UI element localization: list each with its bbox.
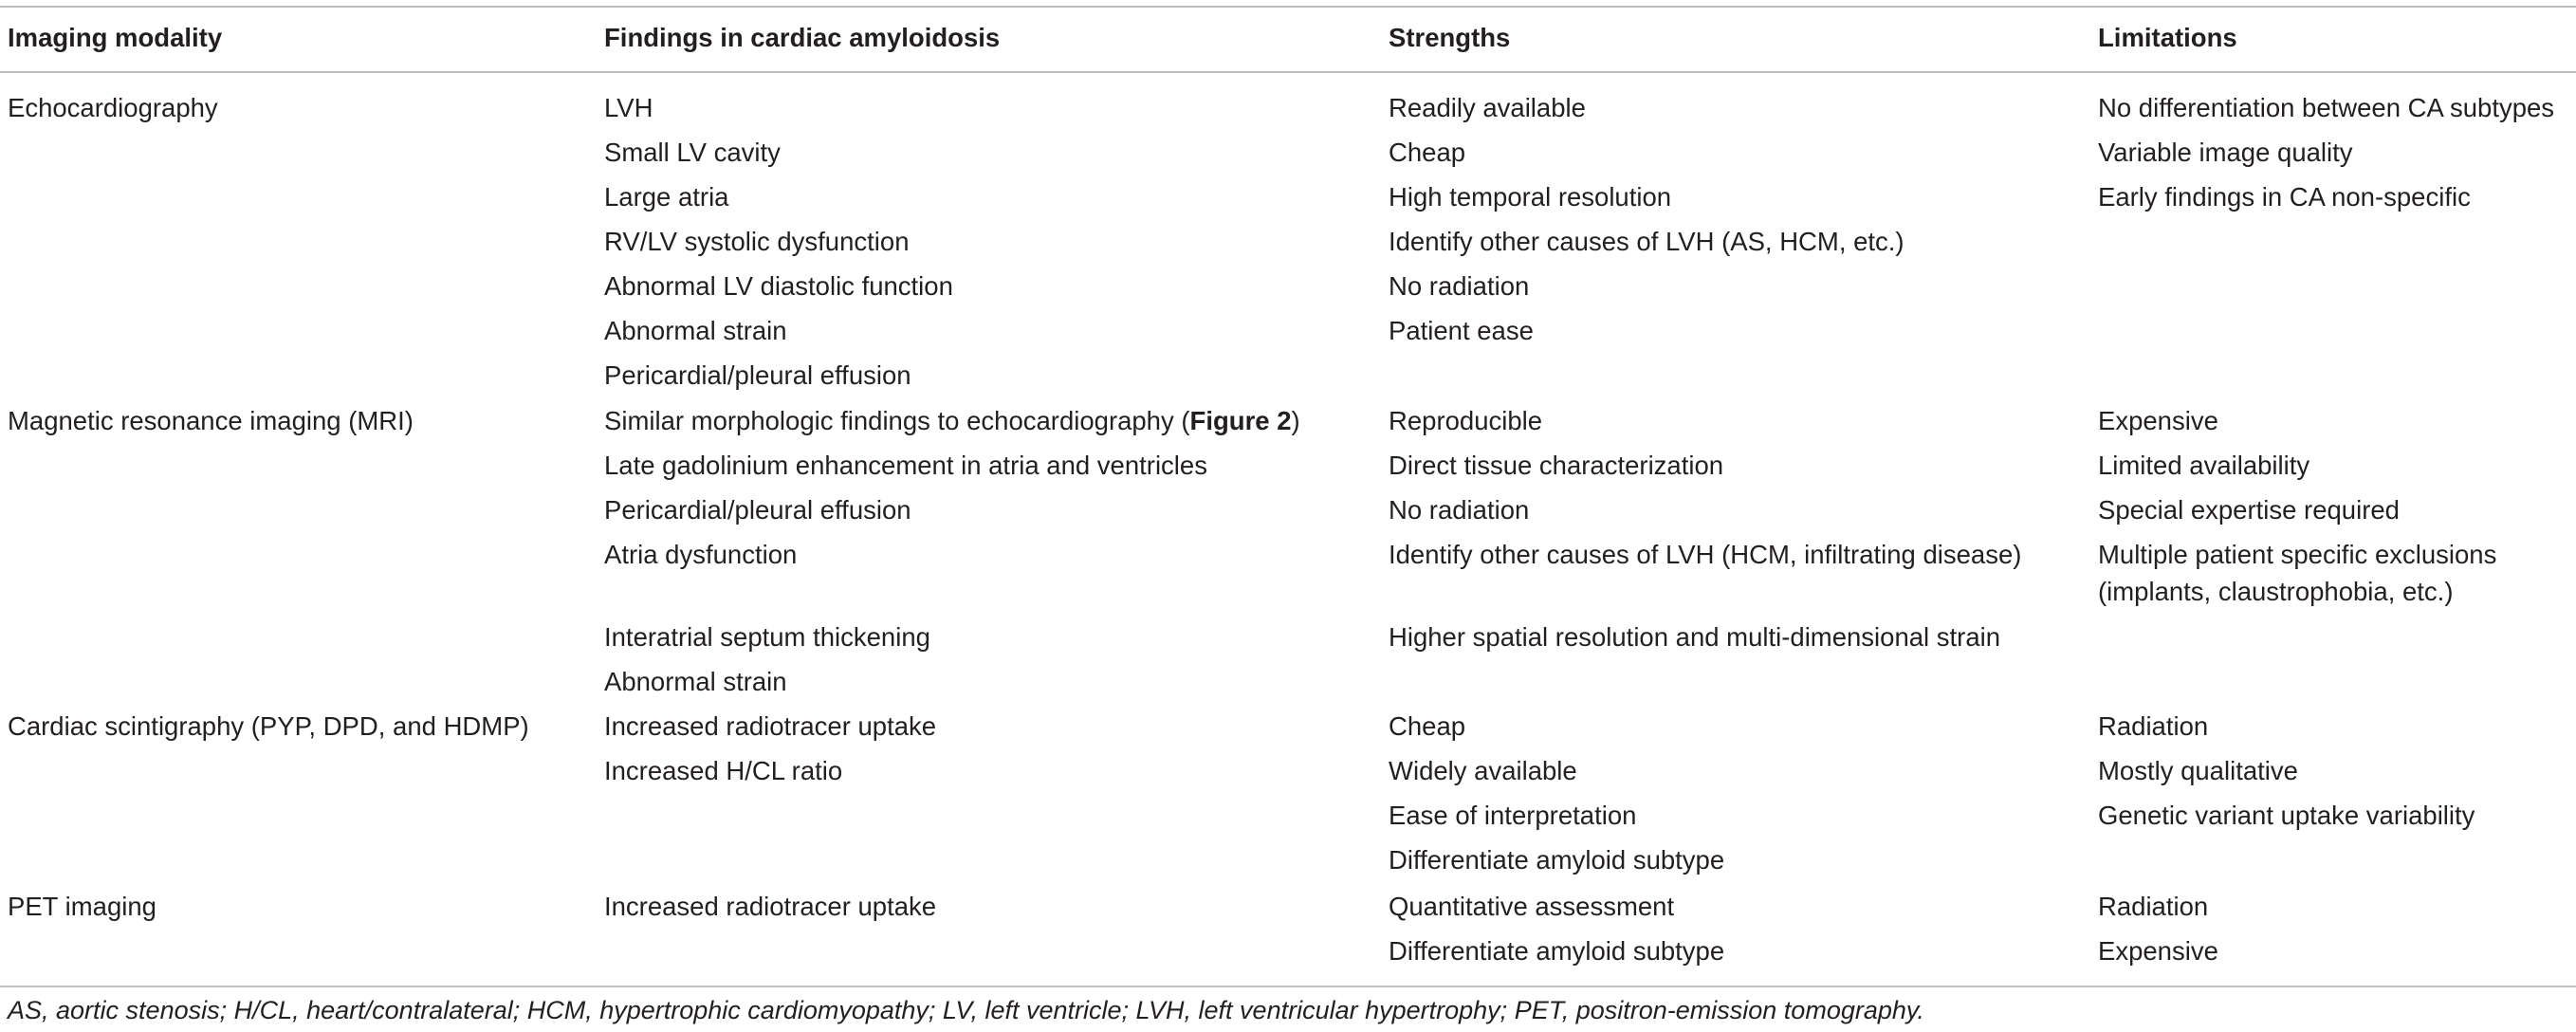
- row-echocardiography-modality: Echocardiography: [8, 93, 218, 122]
- limitation: Limited availability: [2098, 451, 2310, 480]
- finding-text: ): [1291, 406, 1300, 435]
- strength: Differentiate amyloid subtype: [1389, 936, 1725, 966]
- column-header-strengths: Strengths: [1389, 23, 1511, 52]
- finding: Increased radiotracer uptake: [604, 711, 937, 741]
- limitation: Mostly qualitative: [2098, 756, 2298, 785]
- finding: Abnormal strain: [604, 667, 787, 696]
- strength: Cheap: [1389, 138, 1466, 167]
- limitation: Expensive: [2098, 936, 2218, 966]
- finding: Interatrial septum thickening: [604, 622, 930, 652]
- strength: Patient ease: [1389, 316, 1534, 345]
- table-bottom-rule: [0, 986, 2576, 987]
- table-header-rule: [0, 71, 2576, 73]
- limitation: Genetic variant uptake variability: [2098, 801, 2475, 830]
- limitation: Radiation: [2098, 711, 2209, 741]
- finding: Small LV cavity: [604, 138, 781, 167]
- finding: Pericardial/pleural effusion: [604, 360, 911, 390]
- limitation: Early findings in CA non-specific: [2098, 182, 2471, 212]
- strength: Identify other causes of LVH (AS, HCM, etc.): [1389, 227, 1904, 256]
- limitation: Special expertise required: [2098, 495, 2400, 525]
- strength: Readily available: [1389, 93, 1586, 122]
- finding-with-figure-ref: [604, 402, 1300, 440]
- limitation: No differentiation between CA subtypes: [2098, 93, 2555, 122]
- column-header-limitations: Limitations: [2098, 23, 2237, 52]
- table-top-rule: [0, 6, 2576, 8]
- figure-reference: Figure 2: [1189, 406, 1292, 435]
- finding: Large atria: [604, 182, 729, 212]
- limitation: Multiple patient specific exclusions: [2098, 540, 2497, 569]
- strength: Identify other causes of LVH (HCM, infiltrating disease): [1389, 540, 2022, 569]
- table-footnote: AS, aortic stenosis; H/CL, heart/contralateral; HCM, hypertrophic cardiomyopathy; LV, left ventricle; LVH, left ventricular hypertrophy; PET, positron-emission tomography.: [8, 996, 1924, 1024]
- strength: No radiation: [1389, 495, 1530, 525]
- finding: Increased H/CL ratio: [604, 756, 843, 785]
- strength: Widely available: [1389, 756, 1577, 785]
- column-header-findings: Findings in cardiac amyloidosis: [604, 23, 1001, 52]
- strength: Cheap: [1389, 711, 1466, 741]
- strength: Reproducible: [1389, 406, 1543, 435]
- column-header-imaging-modality: Imaging modality: [8, 23, 223, 52]
- limitation: Expensive: [2098, 406, 2218, 435]
- strength: No radiation: [1389, 271, 1530, 301]
- limitation: Radiation: [2098, 892, 2209, 921]
- limitation-continued: (implants, claustrophobia, etc.): [2098, 577, 2454, 606]
- strength: Differentiate amyloid subtype: [1389, 845, 1725, 875]
- finding: RV/LV systolic dysfunction: [604, 227, 910, 256]
- finding: Late gadolinium enhancement in atria and ventricles: [604, 451, 1207, 480]
- limitation: Variable image quality: [2098, 138, 2353, 167]
- strength: High temporal resolution: [1389, 182, 1672, 212]
- strength: Quantitative assessment: [1389, 892, 1675, 921]
- row-mri-modality: Magnetic resonance imaging (MRI): [8, 406, 414, 435]
- finding-text: Similar morphologic findings to echocardiography (: [604, 406, 1190, 435]
- strength: Direct tissue characterization: [1389, 451, 1724, 480]
- finding: Abnormal LV diastolic function: [604, 271, 953, 301]
- strength: Ease of interpretation: [1389, 801, 1637, 830]
- finding: Abnormal strain: [604, 316, 787, 345]
- finding: LVH: [604, 93, 653, 122]
- row-pet-modality: PET imaging: [8, 892, 156, 921]
- finding: Increased radiotracer uptake: [604, 892, 937, 921]
- finding: Pericardial/pleural effusion: [604, 495, 911, 525]
- row-scintigraphy-modality: Cardiac scintigraphy (PYP, DPD, and HDMP): [8, 711, 529, 741]
- strength: Higher spatial resolution and multi-dimensional strain: [1389, 622, 2001, 652]
- finding: Atria dysfunction: [604, 540, 798, 569]
